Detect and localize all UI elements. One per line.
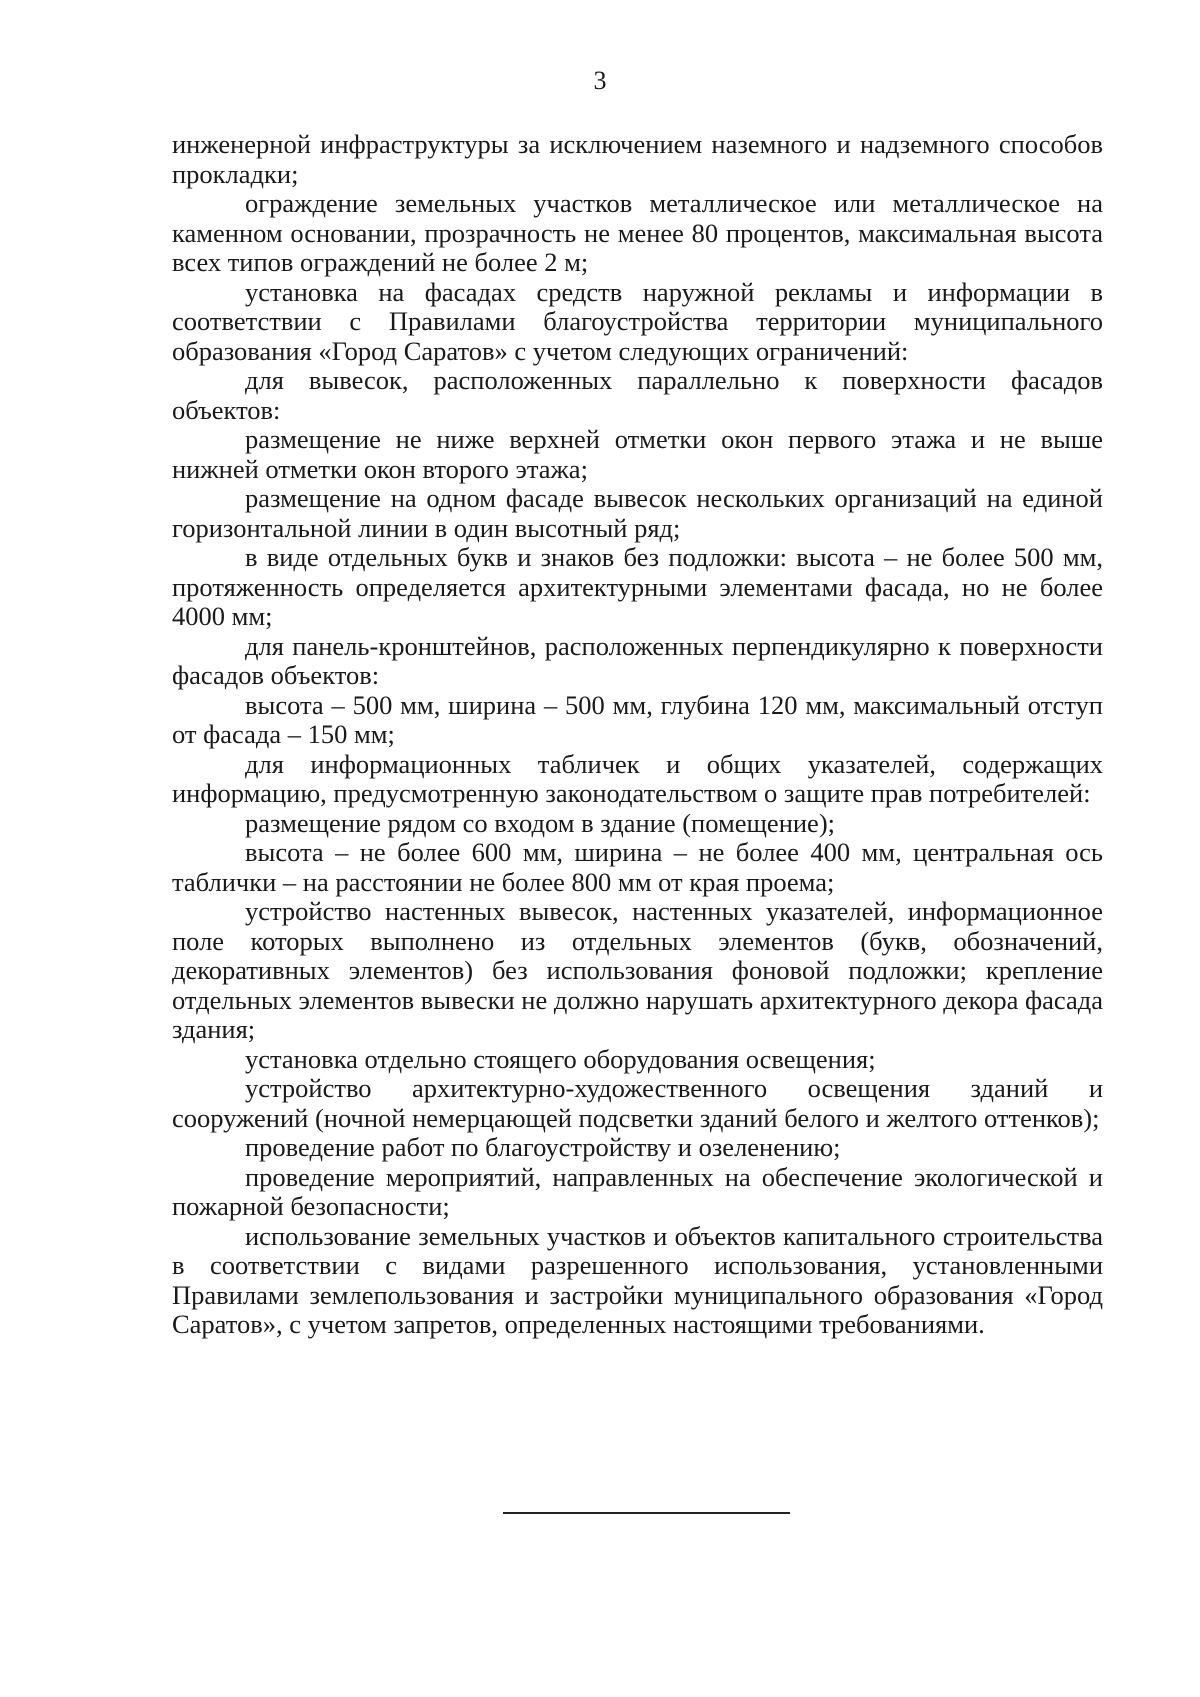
paragraph: устройство настенных вывесок, настенных указателей, информационное поле которых выполнено из отдельных элементов (букв, обозначений, декоративных элементов) без использования фоновой подложки; крепление отдельных элементов вывески не должно нарушать архитектурного декора фасада здания;	[172, 896, 1103, 1044]
paragraph: в виде отдельных букв и знаков без подложки: высота – не более 500 мм, протяженность определяется архитектурными элементами фасада, но не более 4000 мм;	[172, 542, 1103, 631]
paragraph: для панель-кронштейнов, расположенных перпендикулярно к поверхности фасадов объектов:	[172, 630, 1103, 690]
paragraph: размещение рядом со входом в здание (помещение);	[245, 807, 836, 838]
paragraph: проведение мероприятий, направленных на обеспечение экологической и пожарной безопасности;	[172, 1161, 1103, 1221]
paragraph: для информационных табличек и общих указателей, содержащих информацию, предусмотренную законодательством о защите прав потребителей:	[172, 748, 1103, 808]
document-body	[172, 130, 1103, 1340]
paragraph: размещение на одном фасаде вывесок нескольких организаций на единой горизонтальной линии в один высотный ряд;	[172, 483, 1103, 543]
paragraph: инженерной инфраструктуры за исключением наземного и надземного способов прокладки;	[172, 129, 1103, 189]
end-of-document-line	[503, 1512, 790, 1514]
page-number: 3	[593, 66, 607, 95]
paragraph: для вывесок, расположенных параллельно к поверхности фасадов объектов:	[172, 365, 1103, 425]
paragraph: использование земельных участков и объектов капитального строительства в соответствии с видами разрешенного использования, установленными Правилами землепользования и застройки муниципального образования «Город Саратов», с учетом запретов, определенных настоящими требованиями.	[172, 1220, 1103, 1339]
paragraph: ограждение земельных участков металлическое или металлическое на каменном основании, прозрачность не менее 80 процентов, максимальная высота всех типов ограждений не более 2 м;	[172, 188, 1103, 277]
paragraph: высота – не более 600 мм, ширина – не более 400 мм, центральная ось таблички – на расстоянии не более 800 мм от края проема;	[172, 837, 1103, 897]
paragraph: установка отдельно стоящего оборудования освещения;	[245, 1043, 876, 1074]
paragraph: высота – 500 мм, ширина – 500 мм, глубина 120 мм, максимальный отступ от фасада – 150 мм;	[172, 689, 1103, 749]
paragraph: проведение работ по благоустройству и озеленению;	[245, 1132, 841, 1162]
paragraph: установка на фасадах средств наружной рекламы и информации в соответствии с Правилами благоустройства территории муниципального образования «Город Саратов» с учетом следующих ограничений:	[172, 276, 1103, 366]
paragraph: размещение не ниже верхней отметки окон первого этажа и не выше нижней отметки окон второго этажа;	[172, 424, 1103, 484]
paragraph: устройство архитектурно-художественного освещения зданий и сооружений (ночной немерцающей подсветки зданий белого и желтого оттенков);	[172, 1073, 1103, 1133]
